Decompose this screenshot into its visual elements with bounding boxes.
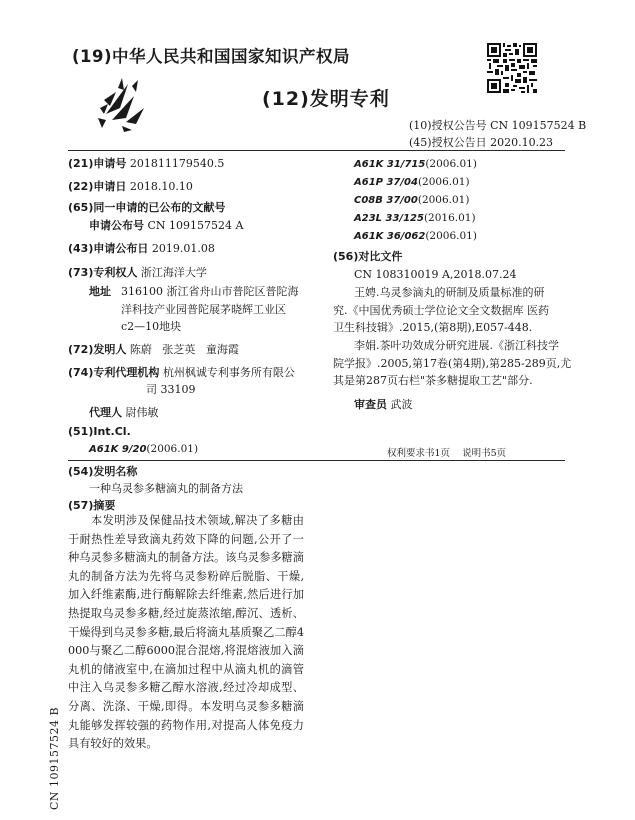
publication-date-label: (43)申请公布日 <box>68 242 149 255</box>
reference-line: 院学报》.2005,第17卷(第4期),第285-289页,尤 <box>333 356 572 370</box>
patent-office-emblem-icon <box>96 78 158 134</box>
header-divider <box>68 150 565 151</box>
publication-date-field <box>68 240 215 257</box>
ipc-entry <box>354 209 476 227</box>
address-line: 洋科技产业园普陀展茅晓辉工业区 <box>121 302 286 316</box>
reference-line: 其是第287页右栏"茶多糖提取工艺"部分. <box>333 374 533 387</box>
inventors-label: (72)发明人 <box>68 343 127 356</box>
address-line: c2—10地块 <box>121 320 182 333</box>
ipc-entry <box>354 227 477 245</box>
ipc-code: C08B 37/00 <box>354 195 418 206</box>
filing-date-field <box>68 178 193 195</box>
section-divider <box>68 460 565 461</box>
filing-date-label: (22)申请日 <box>68 180 127 193</box>
ipc-version: (2006.01) <box>417 194 470 206</box>
inventors: 陈蔚 张芝英 童海霞 <box>129 343 239 356</box>
examiner-field <box>354 396 413 413</box>
application-number: 201811179540.5 <box>129 157 225 170</box>
filing-date: 2018.10.10 <box>129 180 193 193</box>
grant-publication-date: (45)授权公告日 2020.10.23 <box>409 136 554 149</box>
agency-name: 杭州枫诚专利事务所有限公 <box>162 366 295 379</box>
invention-title: 一种乌灵参多糖滴丸的制备方法 <box>89 482 243 495</box>
reference-line: 卫生科技辑》.2015,(第8期),E057-448. <box>333 321 533 334</box>
ipc-version: (2006.01) <box>425 158 477 170</box>
ipc-entry <box>354 173 470 191</box>
int-cl-version: (2006.01) <box>146 443 199 455</box>
agency-field <box>68 364 295 381</box>
int-cl-label: (51)Int.Cl. <box>68 425 131 438</box>
invention-title-label: (54)发明名称 <box>68 465 138 478</box>
references-label: (56)对比文件 <box>333 250 403 263</box>
examiner: 武波 <box>390 398 413 411</box>
application-number-field <box>68 155 224 172</box>
ipc-version: (2006.01) <box>425 230 477 242</box>
reference-line: 究.《中国优秀硕士学位论文全文数据库 医药 <box>333 303 549 317</box>
ipc-entry <box>354 191 469 209</box>
patent-office-title: (19)中华人民共和国国家知识产权局 <box>72 47 351 66</box>
agency-name-cont: 司 33109 <box>146 383 196 396</box>
reference-line: 王娉.乌灵参滴丸的研制及质量标准的研 <box>354 286 545 299</box>
ipc-version: (2006.01) <box>417 176 470 188</box>
side-document-id: CN 109157524 B <box>48 706 61 810</box>
agent-field <box>89 404 159 421</box>
address-block <box>121 283 321 336</box>
application-number-label: (21)申请号 <box>68 157 127 170</box>
patentee: 浙江海洋大学 <box>140 266 207 279</box>
prior-publication-field <box>89 217 243 234</box>
reference-3 <box>333 337 573 390</box>
reference-2 <box>333 284 573 337</box>
ipc-code: A23L 33/125 <box>354 213 424 224</box>
patentee-field <box>68 264 207 281</box>
int-cl-code: A61K 9/20 <box>89 444 147 455</box>
abstract-text: 本发明涉及保健品技术领域,解决了多糖由于耐热性差导致滴丸药效下降的问题,公开了一种乌灵参多糖滴丸的制备方法。该乌灵参多糖滴丸的制备方法为先将乌灵参粉碎后脱脂、干燥,加入纤维素酶,进行酶解除去纤维素,然后进行加热提取乌灵参多糖,经过旋蒸浓缩,醇沉、透析、干燥得到乌灵参多糖,最后将滴丸基质聚乙二醇4000与聚乙二醇6000混合混熔,将混熔液加入滴丸机的储液室中,在滴加过程中从滴丸机的滴管中注入乌灵参多糖乙醇水溶液,经过冷却成型、分离、洗涤、干燥,即得。本发明乌灵参多糖滴丸能够发挥较强的药物作用,对提高人体免疫力具有较好的效果。 <box>68 514 304 751</box>
int-cl-entry <box>89 440 198 458</box>
document-type-title: (12)发明专利 <box>262 88 390 110</box>
ipc-version: (2016.01) <box>423 212 476 224</box>
publication-date: 2019.01.08 <box>151 242 215 255</box>
page-count: 权利要求书1页 说明书5页 <box>387 448 507 459</box>
agent: 尉伟敏 <box>125 406 159 419</box>
ipc-code: A61P 37/04 <box>354 177 418 188</box>
reference-line: 李娟.茶叶功效成分研究进展.《浙江科技学 <box>354 339 559 352</box>
prior-publication-sublabel: 申请公布号 <box>89 219 144 232</box>
address-label: 地址 <box>89 285 111 298</box>
patentee-label: (73)专利权人 <box>68 266 138 279</box>
inventors-field <box>68 341 239 358</box>
reference-1: CN 108310019 A,2018.07.24 <box>354 268 517 281</box>
agent-label: 代理人 <box>89 406 122 419</box>
examiner-label: 审查员 <box>354 398 387 411</box>
abstract-label: (57)摘要 <box>68 499 116 512</box>
prior-publication-number: CN 109157524 A <box>147 219 244 232</box>
ipc-code: A61K 36/062 <box>354 231 426 242</box>
grant-publication-number: (10)授权公告号 CN 109157524 B <box>409 119 587 132</box>
address-line: 316100 浙江省舟山市普陀区普陀海 <box>121 285 299 298</box>
prior-publication-label: (65)同一申请的已公布的文献号 <box>68 201 226 214</box>
agency-label: (74)专利代理机构 <box>68 366 160 379</box>
ipc-code: A61K 31/715 <box>354 159 426 170</box>
ipc-entry <box>354 155 477 173</box>
qr-code-icon <box>487 43 537 93</box>
